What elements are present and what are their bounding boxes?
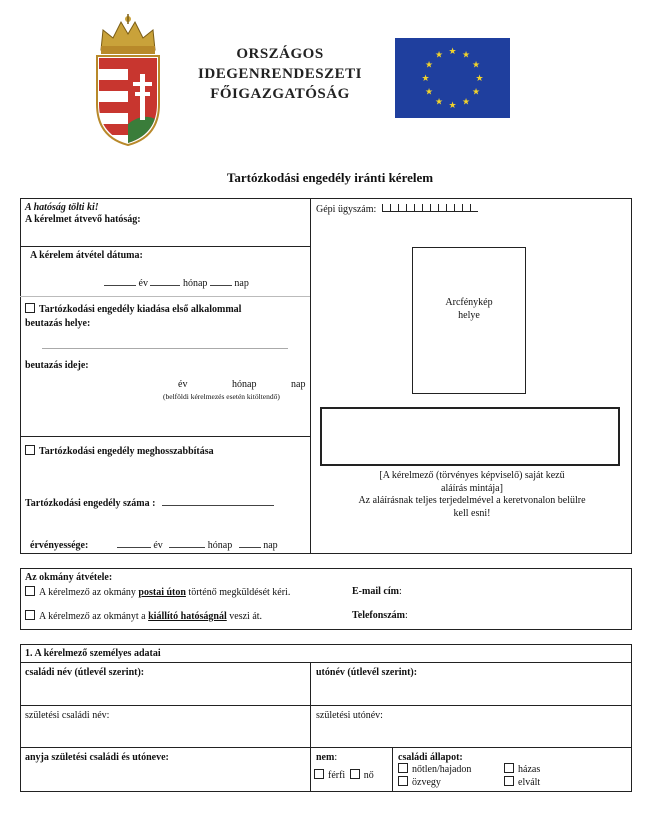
office-checkbox[interactable] [25,610,35,620]
given-name-field[interactable] [316,667,417,678]
case-number-row [316,204,478,215]
receipt-year-label: év [138,278,148,289]
receipt-month-field[interactable] [150,276,180,286]
receipt-date-row [104,276,249,289]
coat-of-arms-logo [93,12,163,147]
svg-text:★: ★ [424,87,434,98]
validity-row [30,538,278,551]
marital-title: családi állapot: [398,752,463,763]
svg-text:★: ★ [475,74,484,84]
personal-divider-1 [20,662,632,663]
form-title: Tartózkodási engedély iránti kérelem [226,170,434,185]
authority-note: A hatóság tölti ki! [25,202,99,213]
validity-label: érvényessége: [30,540,89,551]
widowed-label: özvegy [412,777,441,788]
birth-family-name-field[interactable] [25,710,109,721]
female-label: nő [363,770,374,781]
male-label: férfi [328,770,346,781]
sex-options [314,769,374,781]
org-name-line2: IDEGENRENDESZETI [198,66,362,82]
marital-single-option[interactable] [398,763,471,775]
single-checkbox[interactable] [398,763,408,773]
first-issue-label: Tartózkodási engedély kiadása első alkalommal [39,304,242,315]
email-colon: : [398,586,402,597]
female-checkbox[interactable] [350,769,360,779]
svg-text:★: ★ [434,97,444,108]
postal-option[interactable] [25,586,290,598]
org-name-line3: FŐIGAZGATÓSÁG [210,86,350,102]
receipt-day-label: nap [234,278,249,289]
validity-day-field[interactable] [239,538,261,548]
case-number-label: Gépi ügyszám: [316,204,377,215]
signature-caption-line4: kell esni! [453,507,491,519]
extension-checkbox[interactable] [25,445,35,455]
marital-divorced-option[interactable] [504,776,540,788]
marital-widowed-option[interactable] [398,776,441,788]
svg-text:★: ★ [434,50,444,61]
validity-year-label: év [153,540,163,551]
email-label: E-mail cím [352,586,399,597]
office-suffix: veszi át. [229,611,263,622]
validity-day-label: nap [263,540,278,551]
left-divider-1 [20,246,310,247]
divorced-label: elvált [518,777,541,788]
receipt-day-field[interactable] [210,276,232,286]
phone-label: Telefonszám [352,610,405,621]
photo-label-line2: helye [458,310,480,321]
pickup-title: Az okmány átvétele: [25,572,113,583]
permit-number-label: Tartózkodási engedély száma : [25,498,156,509]
personal-vdivider-2 [392,747,393,792]
left-divider-2 [20,296,310,297]
personal-data-title: 1. A kérelmező személyes adatai [25,648,161,659]
mother-name-field[interactable] [25,752,169,763]
signature-caption-line2: aláírás mintája] [441,482,503,494]
entry-place-label: beutazás helye: [25,318,91,329]
single-label: nőtlen/hajadon [412,764,472,775]
svg-text:★: ★ [471,60,481,71]
domestic-note: (belföldi kérelmezés esetén kitöltendő) [163,392,280,401]
marital-married-option[interactable] [504,763,540,775]
family-name-field[interactable] [25,667,144,678]
postal-emph: postai úton [138,587,186,598]
first-issue-checkbox[interactable] [25,303,35,313]
signature-box[interactable] [320,407,620,466]
permit-number-field[interactable] [162,496,274,506]
case-number-field[interactable] [382,204,478,212]
svg-text:★: ★ [421,74,430,84]
entry-time-label: beutazás ideje: [25,360,89,371]
postal-suffix: történő megküldését kéri. [188,587,291,598]
svg-text:★: ★ [471,87,481,98]
entry-month-label: hónap [232,379,257,390]
permit-number-row [25,496,274,509]
signature-caption-line3: Az aláírásnak teljes terjedelmével a keretvonalon belülre [358,495,586,506]
family-name-label: családi név (útlevél szerint): [25,667,145,678]
sex-title [316,752,337,763]
entry-place-field[interactable] [42,348,288,349]
personal-vdivider-1 [310,662,311,792]
main-divider [310,198,311,554]
email-field[interactable] [352,586,402,597]
left-divider-3 [20,436,310,437]
signature-caption [312,470,632,520]
widowed-checkbox[interactable] [398,776,408,786]
validity-month-label: hónap [207,540,233,551]
photo-label-line1: Arcfénykép [445,297,493,308]
married-label: házas [518,764,541,775]
phone-field[interactable] [352,610,408,621]
male-checkbox[interactable] [314,769,324,779]
extension-label: Tartózkodási engedély meghosszabbítása [39,446,214,457]
mother-name-label: anyja születési családi és utóneve: [25,752,169,763]
receipt-month-label: hónap [182,278,208,289]
validity-year-field[interactable] [117,538,151,548]
phone-colon: : [404,610,408,621]
receipt-year-field[interactable] [104,276,136,286]
org-name-line1: ORSZÁGOS [236,46,324,62]
svg-text:★: ★ [461,97,471,108]
validity-month-field[interactable] [169,538,205,548]
entry-day-label: nap [291,379,306,390]
married-checkbox[interactable] [504,763,514,773]
svg-text:★: ★ [461,50,471,61]
sex-label: nem [316,752,335,763]
postal-prefix: A kérelmező az okmány [39,587,136,598]
signature-caption-line1: [A kérelmező (törvényes képviselő) saját kezű [379,470,565,481]
given-name-label: utónév (útlevél szerint): [316,667,418,678]
office-option[interactable] [25,610,262,622]
sex-colon: : [334,752,338,763]
extension-option[interactable] [25,445,214,457]
photo-label [412,296,526,322]
receipt-date-label: A kérelem átvétel dátuma: [30,250,143,261]
svg-text:★: ★ [448,47,457,57]
organization-name [180,44,380,104]
office-prefix: A kérelmező az okmányt a [39,611,146,622]
receiving-authority-label: A kérelmet átvevő hatóság: [25,214,141,225]
svg-text:★: ★ [424,60,434,71]
birth-family-name-label: születési családi név: [25,710,110,721]
personal-divider-3 [20,747,632,748]
divorced-checkbox[interactable] [504,776,514,786]
entry-year-label: év [178,379,188,390]
birth-given-name-field[interactable] [316,710,383,721]
birth-given-name-label: születési utónév: [316,710,383,721]
postal-checkbox[interactable] [25,586,35,596]
svg-text:★: ★ [448,101,457,111]
personal-divider-2 [20,705,632,706]
first-issue-option[interactable] [25,303,241,315]
eu-flag-logo [395,38,510,118]
office-emph: kiállító hatóságnál [148,611,227,622]
